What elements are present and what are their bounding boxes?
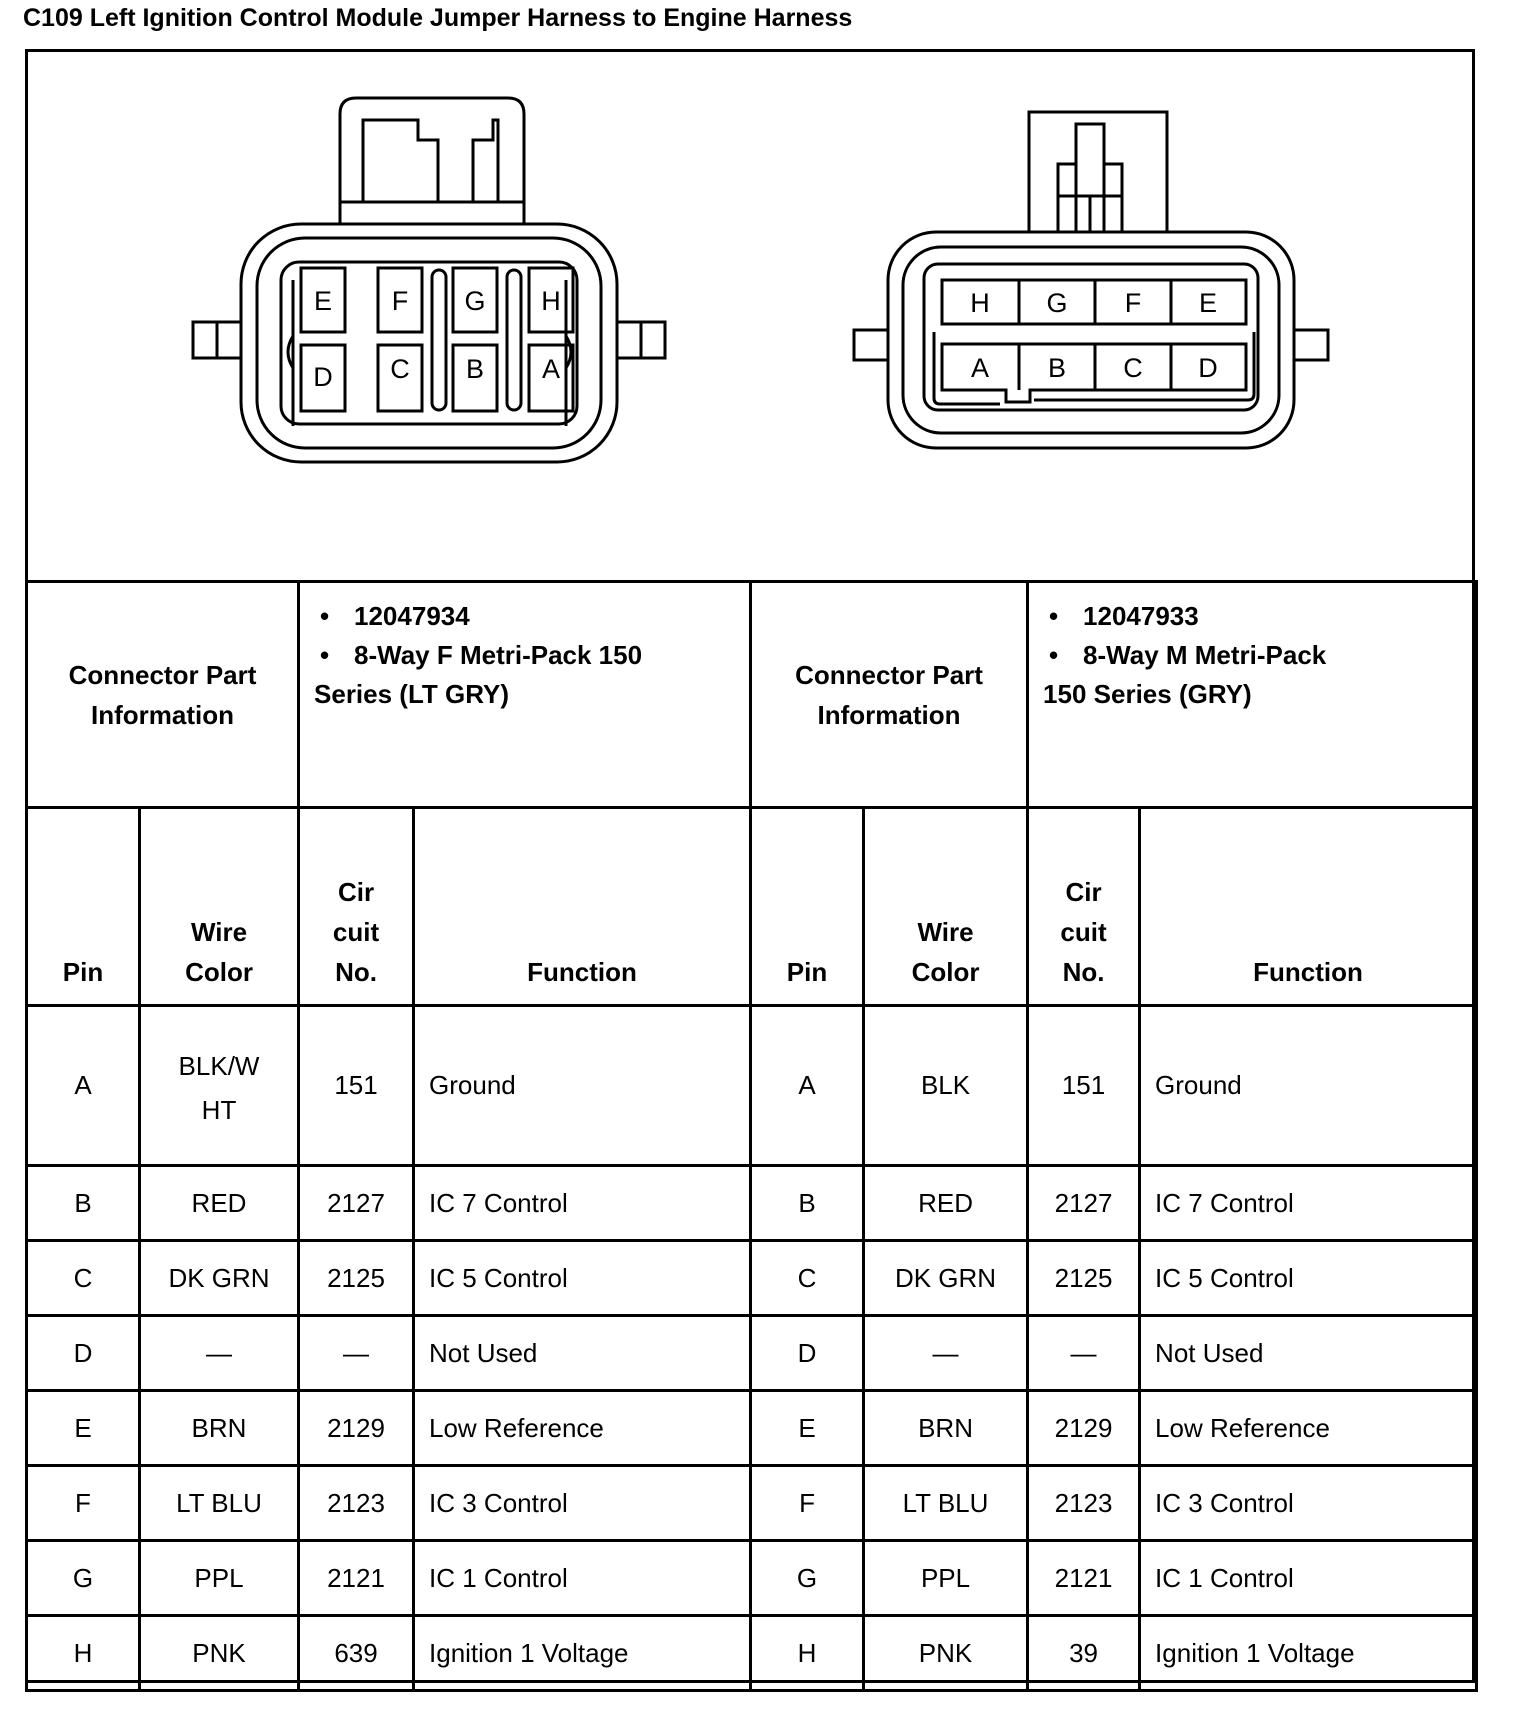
left-pin-label-bottom: A: [541, 354, 561, 384]
left-function-cell: IC 1 Control: [414, 1541, 751, 1616]
left-pin-label-top: F: [391, 286, 409, 316]
left-function-cell: IC 3 Control: [414, 1466, 751, 1541]
right-part-number: 12047933: [1083, 601, 1199, 631]
left-pin-cell: F: [27, 1466, 140, 1541]
right-function-cell: Ground: [1140, 1006, 1477, 1166]
header-pin: Pin: [27, 808, 140, 1006]
page-title: C109 Left Ignition Control Module Jumper Harness to Engine Harness: [23, 4, 853, 32]
left-pin-cell: B: [27, 1166, 140, 1241]
left-circuit-cell: 2123: [299, 1466, 414, 1541]
right-wire-color-cell: BLK: [864, 1006, 1028, 1166]
right-circuit-cell: 2121: [1028, 1541, 1140, 1616]
left-wire-color-cell: RED: [140, 1166, 299, 1241]
left-pin-label-bottom: B: [465, 354, 485, 384]
right-part-description: 8-Way M Metri-Pack: [1083, 640, 1327, 670]
right-circuit-cell: 2125: [1028, 1241, 1140, 1316]
left-wire-color-cell: BLK/W HT: [140, 1006, 299, 1166]
left-circuit-cell: 151: [299, 1006, 414, 1166]
left-function-cell: IC 7 Control: [414, 1166, 751, 1241]
right-function-cell: IC 3 Control: [1140, 1466, 1477, 1541]
left-part-description: 8-Way F Metri-Pack 150: [354, 640, 643, 670]
right-wire-color-cell: LT BLU: [864, 1466, 1028, 1541]
table-row: [27, 1391, 1477, 1466]
left-pin-label-bottom: C: [390, 354, 410, 384]
right-function-cell: Not Used: [1140, 1316, 1477, 1391]
right-part-info: • 12047933 • 8-Way M Metri-Pack 150 Series (GRY): [1028, 582, 1477, 808]
left-pin-cell: G: [27, 1541, 140, 1616]
table-row: [27, 1166, 1477, 1241]
left-wire-color-cell: —: [140, 1316, 299, 1391]
left-pin-label-bottom: D: [313, 362, 333, 392]
right-pin-label-top: H: [970, 288, 990, 318]
right-part-info-label: Connector Part Information: [751, 582, 1028, 808]
right-function-cell: Low Reference: [1140, 1391, 1477, 1466]
left-circuit-cell: —: [299, 1316, 414, 1391]
left-function-cell: Low Reference: [414, 1391, 751, 1466]
right-pin-label-bottom: D: [1198, 353, 1218, 383]
left-wire-color-cell: LT BLU: [140, 1466, 299, 1541]
right-function-cell: IC 7 Control: [1140, 1166, 1477, 1241]
column-header-row: [27, 808, 1477, 1006]
left-function-cell: Ground: [414, 1006, 751, 1166]
right-pin-label-bottom: C: [1123, 353, 1143, 383]
header-circuit-no: Cir cuit No.: [299, 808, 414, 1006]
header-function: Function: [414, 808, 751, 1006]
connector-drawings: [28, 52, 1472, 579]
table-row: [27, 1466, 1477, 1541]
header-circuit-no: Cir cuit No.: [1028, 808, 1140, 1006]
header-pin: Pin: [751, 808, 864, 1006]
header-function: Function: [1140, 808, 1477, 1006]
table-row: [27, 1541, 1477, 1616]
right-circuit-cell: 2127: [1028, 1166, 1140, 1241]
left-wire-color-cell: PNK: [140, 1616, 299, 1691]
right-circuit-cell: 2129: [1028, 1391, 1140, 1466]
right-circuit-cell: —: [1028, 1316, 1140, 1391]
right-pin-cell: C: [751, 1241, 864, 1316]
connector-frame: [25, 49, 1475, 1683]
right-wire-color-cell: PNK: [864, 1616, 1028, 1691]
table-row: [27, 1616, 1477, 1691]
left-pin-label-top: H: [541, 286, 561, 316]
left-pin-label-top: G: [464, 286, 486, 316]
left-circuit-cell: 639: [299, 1616, 414, 1691]
left-connector-drawing: [193, 98, 665, 462]
right-pin-cell: G: [751, 1541, 864, 1616]
right-pin-cell: H: [751, 1616, 864, 1691]
left-pin-cell: E: [27, 1391, 140, 1466]
right-connector-drawing: [854, 112, 1328, 448]
right-pin-label-bottom: A: [970, 353, 990, 383]
left-function-cell: Not Used: [414, 1316, 751, 1391]
table-row: [27, 1316, 1477, 1391]
left-part-number: 12047934: [354, 601, 470, 631]
right-wire-color-cell: DK GRN: [864, 1241, 1028, 1316]
left-wire-color-cell: DK GRN: [140, 1241, 299, 1316]
right-function-cell: IC 5 Control: [1140, 1241, 1477, 1316]
right-pin-cell: F: [751, 1466, 864, 1541]
table-row: [27, 1006, 1477, 1166]
left-pin-cell: H: [27, 1616, 140, 1691]
right-circuit-cell: 2123: [1028, 1466, 1140, 1541]
right-function-cell: Ignition 1 Voltage: [1140, 1616, 1477, 1691]
header-wire-color: Wire Color: [140, 808, 299, 1006]
right-circuit-cell: 39: [1028, 1616, 1140, 1691]
left-wire-color-cell: BRN: [140, 1391, 299, 1466]
right-wire-color-cell: RED: [864, 1166, 1028, 1241]
right-pin-label-top: G: [1046, 288, 1068, 318]
left-circuit-cell: 2125: [299, 1241, 414, 1316]
left-part-info-label: Connector Part Information: [27, 582, 299, 808]
pinout-table: [25, 580, 1478, 1692]
table-row: [27, 1241, 1477, 1316]
right-pin-cell: D: [751, 1316, 864, 1391]
header-wire-color: Wire Color: [864, 808, 1028, 1006]
right-wire-color-cell: BRN: [864, 1391, 1028, 1466]
right-pin-cell: E: [751, 1391, 864, 1466]
right-pin-label-top: E: [1198, 288, 1218, 318]
left-pin-cell: C: [27, 1241, 140, 1316]
right-wire-color-cell: —: [864, 1316, 1028, 1391]
right-pin-cell: A: [751, 1006, 864, 1166]
right-pin-cell: B: [751, 1166, 864, 1241]
right-wire-color-cell: PPL: [864, 1541, 1028, 1616]
left-circuit-cell: 2129: [299, 1391, 414, 1466]
left-pin-cell: A: [27, 1006, 140, 1166]
right-function-cell: IC 1 Control: [1140, 1541, 1477, 1616]
left-function-cell: IC 5 Control: [414, 1241, 751, 1316]
left-pin-cell: D: [27, 1316, 140, 1391]
part-info-row: [27, 582, 1477, 808]
right-circuit-cell: 151: [1028, 1006, 1140, 1166]
connector-diagram: [28, 52, 1472, 579]
left-pin-label-top: E: [313, 286, 333, 316]
left-circuit-cell: 2121: [299, 1541, 414, 1616]
left-function-cell: Ignition 1 Voltage: [414, 1616, 751, 1691]
left-wire-color-cell: PPL: [140, 1541, 299, 1616]
right-pin-label-top: F: [1124, 288, 1142, 318]
left-part-info: • 12047934 • 8-Way F Metri-Pack 150 Series (LT GRY): [299, 582, 751, 808]
right-pin-label-bottom: B: [1047, 353, 1067, 383]
left-circuit-cell: 2127: [299, 1166, 414, 1241]
